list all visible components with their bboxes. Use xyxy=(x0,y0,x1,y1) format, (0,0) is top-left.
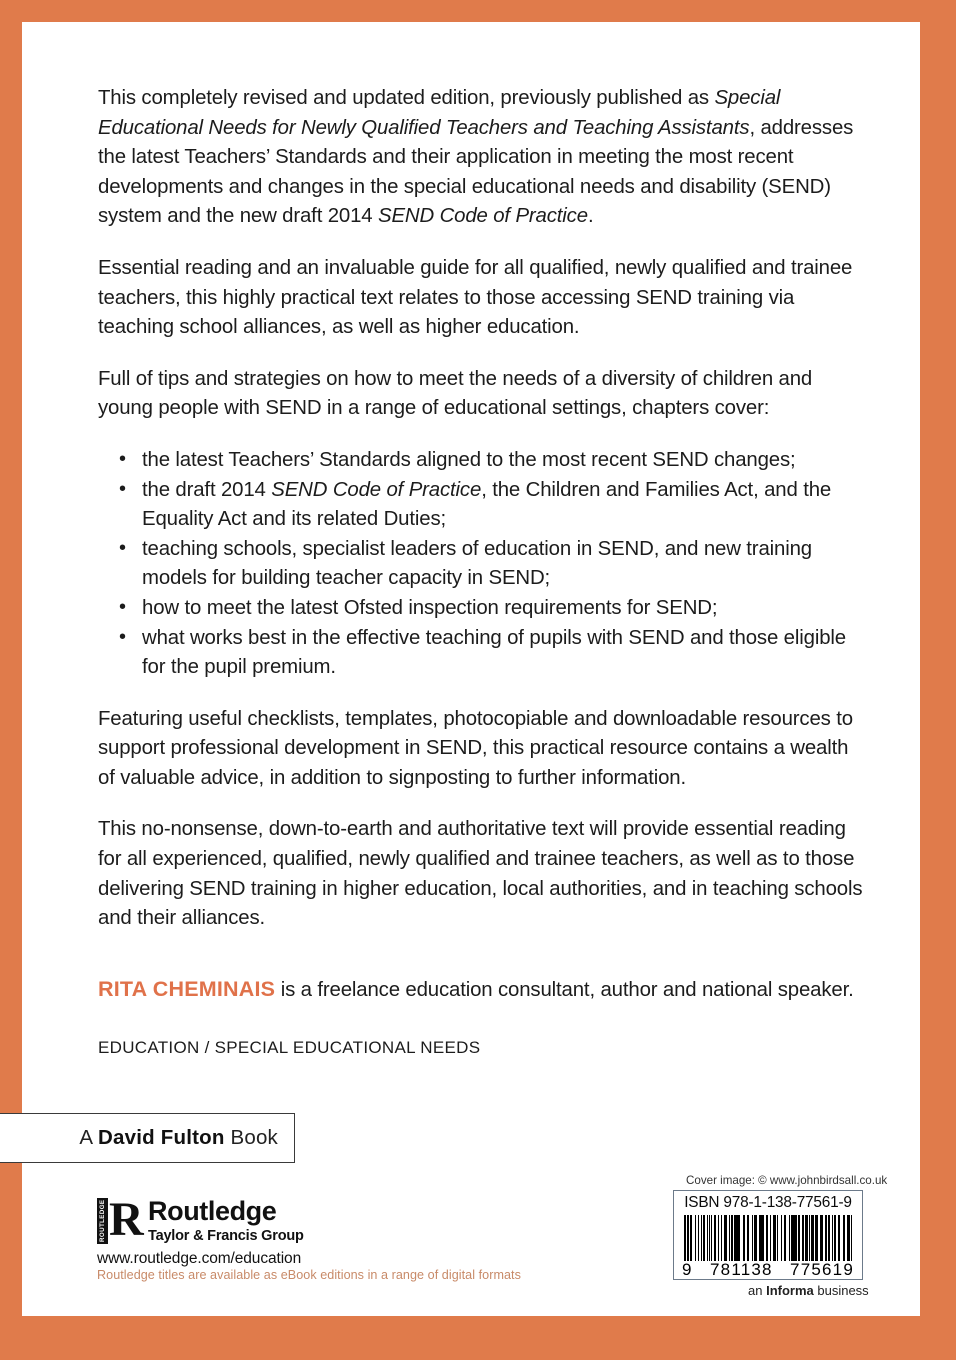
paragraph-1-text-a: This completely revised and updated edition, previously published as xyxy=(98,87,715,109)
bullet-text-a: what works best in the effective teaching of pupils with SEND and those eligible for the pupil premium. xyxy=(142,626,846,679)
barcode-digit-group-1: 9 xyxy=(682,1260,693,1279)
paragraph-1-text-b: , addresses the latest Teachers’ Standards and their application in meeting the most recent developments and changes in the special educational needs and disability (SEND) system and the new draft 2014 xyxy=(98,116,854,228)
imprint-suffix: Book xyxy=(224,1126,278,1149)
blurb-paragraph-5: This no-nonsense, down-to-earth and authoritative text will provide essential reading for all experienced, qualified, newly qualified and trainee teachers, as well as to those delivering SEND training in higher education, local authorities, and in teaching schools and their alliances. xyxy=(98,818,863,930)
list-item xyxy=(98,446,868,476)
paragraph-1-italic-code: SEND Code of Practice xyxy=(378,205,588,228)
subject-category: EDUCATION / SPECIAL EDUCATIONAL NEEDS xyxy=(98,1038,481,1057)
barcode-digit-group-2: 781138 xyxy=(710,1260,773,1279)
publisher-url[interactable]: www.routledge.com/education xyxy=(97,1250,302,1267)
routledge-r-glyph: R xyxy=(109,1193,144,1246)
paragraph-1-italic-title: Special Educational Needs for Newly Qualified Teachers and Teaching Assistants xyxy=(98,87,781,139)
publisher-group: Taylor & Francis Group xyxy=(148,1228,304,1244)
list-item xyxy=(98,624,868,683)
ebook-availability-note: Routledge titles are available as eBook editions in a range of digital formats xyxy=(97,1268,521,1282)
publisher-block xyxy=(97,1193,517,1268)
list-item xyxy=(98,535,868,594)
informa-suffix: business xyxy=(813,1283,869,1298)
imprint-box xyxy=(0,1113,295,1163)
informa-prefix: an xyxy=(748,1283,767,1298)
barcode-bars xyxy=(684,1215,852,1261)
author-bio xyxy=(98,976,888,1003)
list-item xyxy=(98,476,868,535)
cover-image-credit: Cover image: © www.johnbirdsall.co.uk xyxy=(686,1174,888,1187)
informa-brand: Informa xyxy=(766,1283,814,1298)
imprint-label xyxy=(79,1126,278,1150)
routledge-mark-icon xyxy=(97,1193,144,1246)
bullet-text-b: , the Children and Families Act, and the Equality Act and its related Duties; xyxy=(142,478,832,531)
list-item xyxy=(98,594,868,624)
imprint-prefix: A xyxy=(79,1126,99,1149)
page-right-edge xyxy=(956,0,962,1360)
barcode-digit-group-3: 775619 xyxy=(790,1260,854,1279)
publisher-name: Routledge xyxy=(148,1196,277,1226)
author-name: RITA CHEMINAIS xyxy=(98,977,276,1001)
bullet-text-a: the draft 2014 xyxy=(142,478,272,501)
bullet-text-a: how to meet the latest Ofsted inspection requirements for SEND; xyxy=(142,596,718,619)
chapter-coverage-list xyxy=(98,446,868,683)
blurb-copy xyxy=(98,84,868,934)
isbn-barcode-box xyxy=(673,1190,863,1280)
isbn-number: ISBN 978-1-138-77561-9 xyxy=(684,1194,852,1211)
bullet-text-a: the latest Teachers’ Standards aligned to the most recent SEND changes; xyxy=(142,448,796,471)
routledge-wordmark xyxy=(148,1198,304,1245)
routledge-logo xyxy=(97,1193,517,1246)
blurb-paragraph-2: Essential reading and an invaluable guide for all qualified, newly qualified and trainee teachers, this highly practical text relates to those accessing SEND training via teaching school alliances, as well as higher education. xyxy=(98,256,853,339)
blurb-paragraph-3: Full of tips and strategies on how to meet the needs of a diversity of children and young people with SEND in a range of educational settings, chapters cover: xyxy=(98,367,813,420)
blurb-paragraph-1 xyxy=(98,84,868,232)
blurb-paragraph-4: Featuring useful checklists, templates, photocopiable and downloadable resources to support professional development in SEND, this practical resource contains a wealth of valuable advice, in addition to signposting to further information. xyxy=(98,707,853,789)
author-description: is a freelance education consultant, author and national speaker. xyxy=(275,979,854,1001)
routledge-vertical-wordmark: ROUTLEDGE xyxy=(99,1199,106,1243)
bullet-text-a: teaching schools, specialist leaders of education in SEND, and new training models for building teacher capacity in SEND; xyxy=(142,537,812,590)
informa-business-note xyxy=(748,1283,869,1298)
bullet-italic: SEND Code of Practice xyxy=(271,478,482,501)
imprint-brand: David Fulton xyxy=(98,1126,225,1149)
paragraph-1-text-c: . xyxy=(587,205,594,228)
barcode-digit-row xyxy=(682,1261,854,1279)
